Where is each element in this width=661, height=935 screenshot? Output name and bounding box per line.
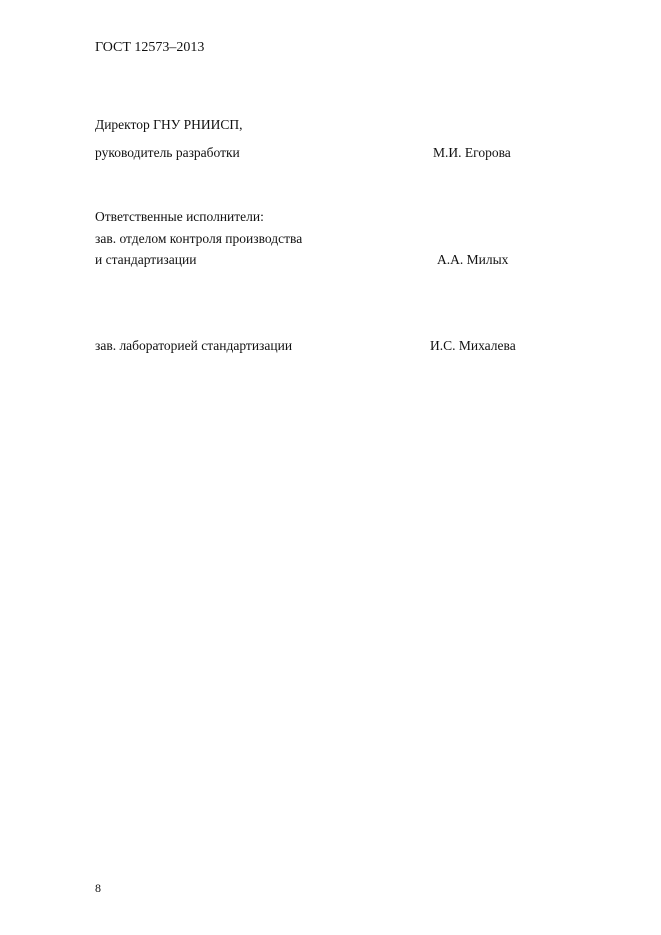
document-code-header: ГОСТ 12573–2013 [95,40,205,55]
person2-name: И.С. Михалева [430,338,516,353]
person1-name: А.А. Милых [437,252,509,267]
responsible-heading: Ответственные исполнители: [95,209,264,224]
person1-title-line2: и стандартизации [95,252,197,267]
person1-title-line1: зав. отделом контроля производства [95,231,303,246]
page-number: 8 [95,881,101,895]
person2-title: зав. лабораторией стандартизации [95,338,293,353]
director-title-line1: Директор ГНУ РНИИСП, [95,117,243,132]
director-title-line2: руководитель разработки [95,145,240,160]
director-name: М.И. Егорова [433,145,511,160]
